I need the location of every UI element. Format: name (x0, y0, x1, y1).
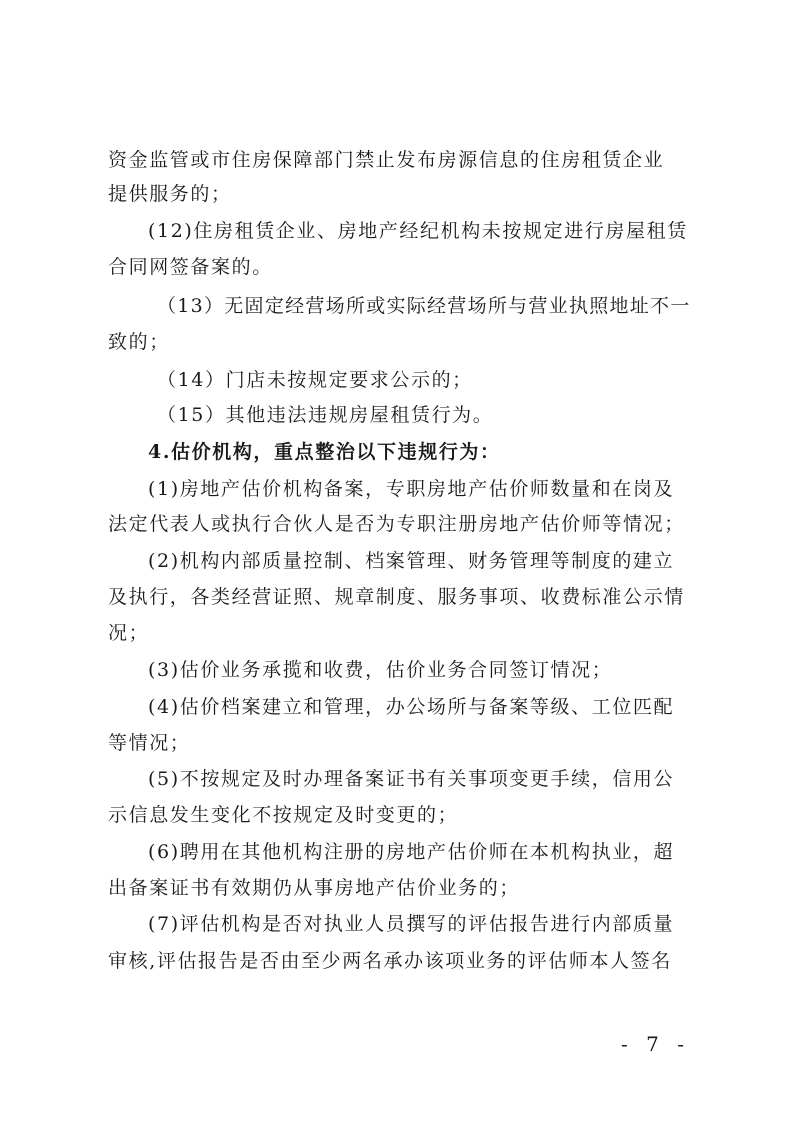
text-line: (3)估价业务承揽和收费，估价业务合同签订情况； (148, 659, 613, 681)
text-line: （15）其他违法违规房屋租赁行为。 (157, 404, 494, 426)
text-line: (4)估价档案建立和管理，办公场所与备案等级、工位匹配 (148, 696, 675, 718)
text-line: 出备案证书有效期仍从事房地产估价业务的； (108, 877, 521, 899)
text-line: （13）无固定经营场所或实际经营场所与营业执照地址不一 (157, 295, 691, 317)
text-line: 法定代表人或执行合伙人是否为专职注册房地产估价师等情况； (108, 513, 685, 535)
text-line: 等情况； (108, 732, 191, 754)
text-line: (2)机构内部质量控制、档案管理、财务管理等制度的建立 (148, 550, 675, 572)
text-line: 合同网签备案的。 (108, 256, 273, 278)
text-line: 资金监管或市住房保障部门禁止发布房源信息的住房租赁企业 (108, 149, 665, 171)
text-line: 提供服务的； (108, 183, 232, 205)
text-line: 及执行，各类经营证照、规章制度、服务事项、收费标准公示情 (108, 586, 685, 608)
page-number: - 7 - (621, 1032, 690, 1056)
text-line: 况； (108, 622, 150, 644)
text-line: 示信息发生变化不按规定及时变更的； (108, 804, 459, 826)
text-line: (1)房地产估价机构备案，专职房地产估价师数量和在岗及 (148, 478, 675, 500)
text-line: (6)聘用在其他机构注册的房地产估价师在本机构执业，超 (148, 841, 675, 863)
text-line: (7)评估机构是否对执业人员撰写的评估报告进行内部质量 (148, 913, 675, 935)
text-line: (12)住房租赁企业、房地产经纪机构未按规定进行房屋租赁 (148, 220, 688, 242)
text-line: （14）门店未按规定要求公示的； (157, 369, 473, 391)
text-line: (5)不按规定及时办理备案证书有关事项变更手续，信用公 (148, 768, 675, 790)
text-line: 审核,评估报告是否由至少两名承办该项业务的评估师本人签名 (108, 950, 672, 972)
text-line: 致的； (108, 331, 170, 353)
section-heading: 4.估价机构，重点整治以下违规行为： (148, 441, 501, 463)
